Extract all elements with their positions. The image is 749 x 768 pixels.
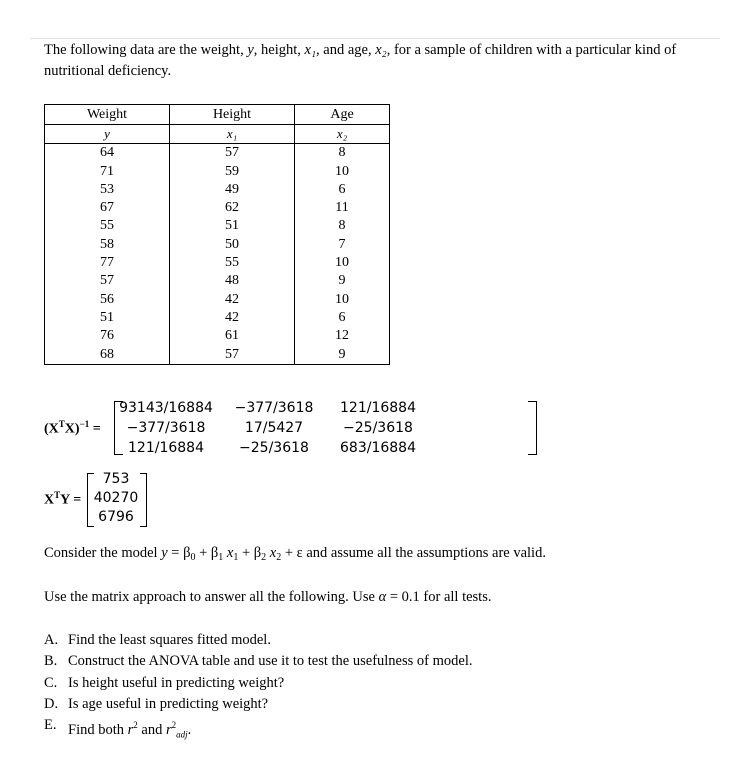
table-cell: 6: [338, 181, 346, 197]
table-cell: 57: [170, 346, 295, 365]
xty-label: $X^TY$ =: [44, 490, 82, 508]
table-row: [45, 144, 390, 163]
table-row: [45, 181, 390, 199]
table-cell: 6: [338, 309, 346, 325]
model-sentence: Consider the model $y = \beta_0 + \beta_1$ $x_1 + \beta_2$ $x_2 + \varepsilon$ and assume all the assumptions are valid.: [44, 545, 546, 563]
table-cell: 10: [335, 291, 349, 307]
question-item: D. Is age useful in predicting weight?: [44, 695, 269, 712]
matrix-cell: 683/16884: [340, 440, 416, 456]
matrix-row: [117, 398, 423, 418]
table-cell: 42: [170, 291, 295, 309]
matrix-cell: −377/3618: [126, 420, 206, 436]
table-cell: 49: [170, 181, 295, 199]
xtx-inverse-matrix: [117, 398, 423, 458]
matrix-row: [117, 438, 423, 458]
table-cell: 55: [170, 254, 295, 272]
question-item: B. Construct the ANOVA table and use it to test the usefulness of model.: [44, 653, 473, 670]
intro-text-1: The following data are the weight,: [44, 42, 248, 58]
table-row: [45, 291, 390, 309]
intro-text-4: , for a sample of children with a particular kind of nutritional deficiency.: [44, 42, 677, 79]
matrix-row: [117, 418, 423, 438]
question-list: [44, 630, 472, 746]
table-cell: 64: [45, 144, 170, 163]
table-row: [45, 346, 390, 365]
table-cell: 56: [45, 291, 170, 309]
xtx-inverse-label: $(X^TX)^{-1}$ =: [44, 419, 101, 437]
var-label-x2: x₂: [295, 125, 390, 144]
table-cell: 68: [45, 346, 170, 365]
matrix-cell: 121/16884: [128, 440, 204, 456]
var-label-y: y: [45, 125, 170, 144]
data-table: [44, 104, 390, 365]
table-cell: 12: [335, 328, 349, 344]
var-y: y: [247, 42, 254, 58]
table-cell: 11: [335, 200, 349, 216]
table-cell: 51: [170, 217, 295, 235]
matrix-cell: 93143/16884: [119, 400, 213, 416]
table-cell: 7: [338, 236, 346, 252]
table-cell: 10: [335, 255, 349, 271]
table-cell: 76: [45, 327, 170, 345]
table-cell: 62: [170, 199, 295, 217]
table-cell: 10: [335, 163, 349, 179]
header-height: Height: [170, 105, 295, 125]
top-divider: [30, 38, 720, 39]
table-cell: 53: [45, 181, 170, 199]
question-item: A. Find the least squares fitted model.: [44, 632, 271, 648]
xty-value: 753: [102, 471, 130, 487]
intro-text-2: , height,: [253, 42, 305, 58]
header-age: Age: [295, 105, 390, 125]
matrix-cell: −25/3618: [343, 420, 413, 436]
var-x2: x₂: [375, 42, 387, 58]
table-row: [45, 236, 390, 254]
matrix-cell: 17/5427: [244, 420, 304, 436]
table-row: [45, 254, 390, 272]
table-cell: 57: [170, 144, 295, 163]
xty-value: 6796: [98, 509, 134, 525]
vector-bracket-right: [140, 473, 147, 527]
table-cell: 77: [45, 254, 170, 272]
intro-paragraph: [44, 40, 734, 82]
table-row: [45, 163, 390, 181]
var-x1: x₁: [304, 42, 317, 58]
header-weight: Weight: [45, 105, 170, 125]
table-cell: 9: [338, 273, 346, 289]
table-cell: 61: [170, 327, 295, 345]
intro-text-3: , and age,: [316, 42, 376, 58]
xty-value: 40270: [93, 490, 139, 506]
matrix-bracket-right: [528, 401, 537, 455]
table-cell: 55: [45, 217, 170, 235]
table-cell: 71: [45, 163, 170, 181]
table-cell: 57: [45, 272, 170, 290]
var-label-x1: x₁: [170, 125, 295, 144]
table-cell: 48: [170, 272, 295, 290]
table-body: [45, 144, 390, 365]
table-row: [45, 309, 390, 327]
table-cell: 59: [170, 163, 295, 181]
table-cell: 67: [45, 199, 170, 217]
table-cell: 58: [45, 236, 170, 254]
matrix-cell: −25/3618: [239, 440, 309, 456]
table-cell: 50: [170, 236, 295, 254]
table-row: [45, 199, 390, 217]
instruction-sentence: Use the matrix approach to answer all the following. Use α = 0.1 for all tests.: [44, 589, 492, 605]
question-item: C. Is height useful in predicting weight?: [44, 674, 285, 691]
table-cell: 42: [170, 309, 295, 327]
table-row: [45, 272, 390, 290]
table-cell: 8: [338, 145, 346, 161]
question-item: E. Find both $r^2$ and $r^2_{adj}$.: [44, 717, 192, 740]
table-row: [45, 217, 390, 235]
matrix-cell: −377/3618: [234, 400, 314, 416]
table-cell: 8: [338, 218, 346, 234]
table-row: [45, 327, 390, 345]
table-cell: 51: [45, 309, 170, 327]
table-cell: 9: [338, 346, 346, 362]
matrix-cell: 121/16884: [340, 400, 416, 416]
xty-vector: [91, 470, 141, 527]
